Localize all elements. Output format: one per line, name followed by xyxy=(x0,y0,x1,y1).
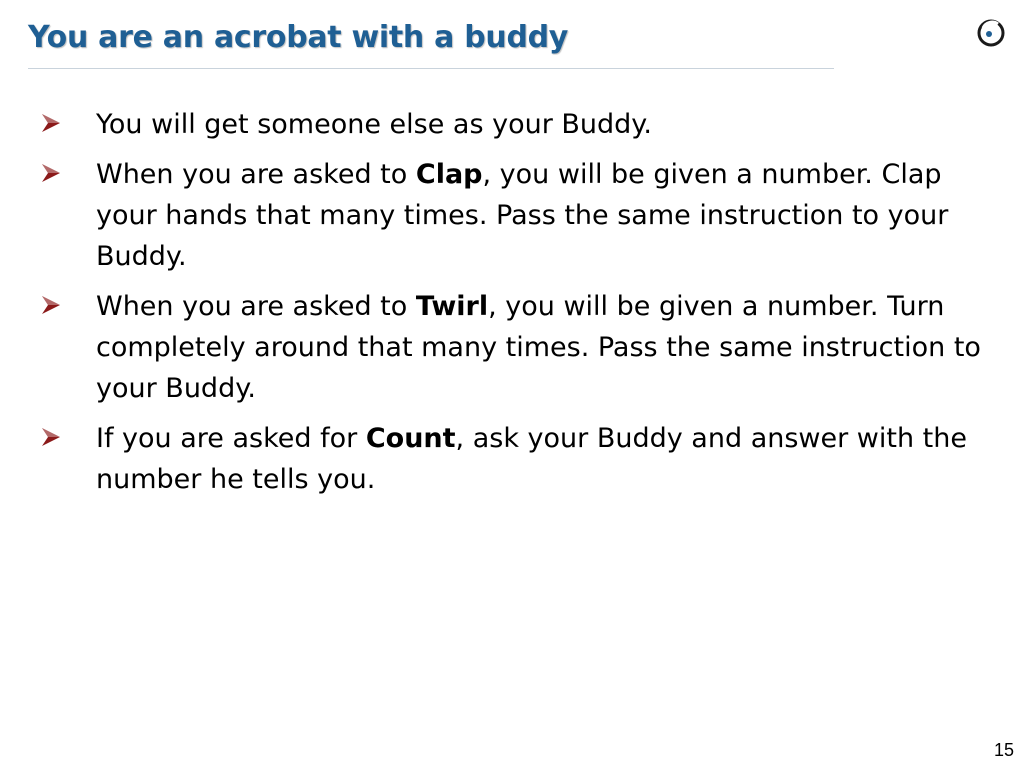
bullet-item xyxy=(38,104,988,145)
arrowhead-bullet-icon xyxy=(38,110,64,136)
bullet-item xyxy=(38,154,988,277)
bullet-text xyxy=(96,159,948,272)
bullet-text-segment: , you will be given a number. Turn completely around that many times. Pass the same instruction to your Buddy. xyxy=(96,291,981,404)
bullet-text xyxy=(96,423,967,495)
bullet-text-segment: , ask your Buddy and answer with the number he tells you. xyxy=(96,423,967,495)
bullet-item xyxy=(38,418,988,500)
bullet-text-segment: , you will be given a number. Clap your hands that many times. Pass the same instruction to your Buddy. xyxy=(96,159,949,272)
bullet-text-segment: When you are asked to xyxy=(96,159,416,190)
bullet-item xyxy=(38,286,988,409)
ooi-logo-icon xyxy=(974,16,1008,50)
bullet-text-segment: You will get someone else as your Buddy. xyxy=(96,109,653,140)
slide-title: You are an acrobat with a buddy xyxy=(28,20,569,55)
bullet-text-segment: If you are asked for xyxy=(96,423,366,454)
bullet-list xyxy=(38,104,988,509)
bullet-keyword: Clap xyxy=(415,159,483,190)
bullet-text-segment: When you are asked to xyxy=(96,291,416,322)
title-divider xyxy=(28,68,834,69)
bullet-text xyxy=(96,291,981,404)
arrowhead-bullet-icon xyxy=(38,424,64,450)
bullet-keyword: Twirl xyxy=(415,291,489,322)
bullet-text xyxy=(96,109,652,140)
bullet-keyword: Count xyxy=(365,423,456,454)
arrowhead-bullet-icon xyxy=(38,292,64,318)
arrowhead-bullet-icon xyxy=(38,160,64,186)
page-number: 15 xyxy=(993,740,1014,760)
